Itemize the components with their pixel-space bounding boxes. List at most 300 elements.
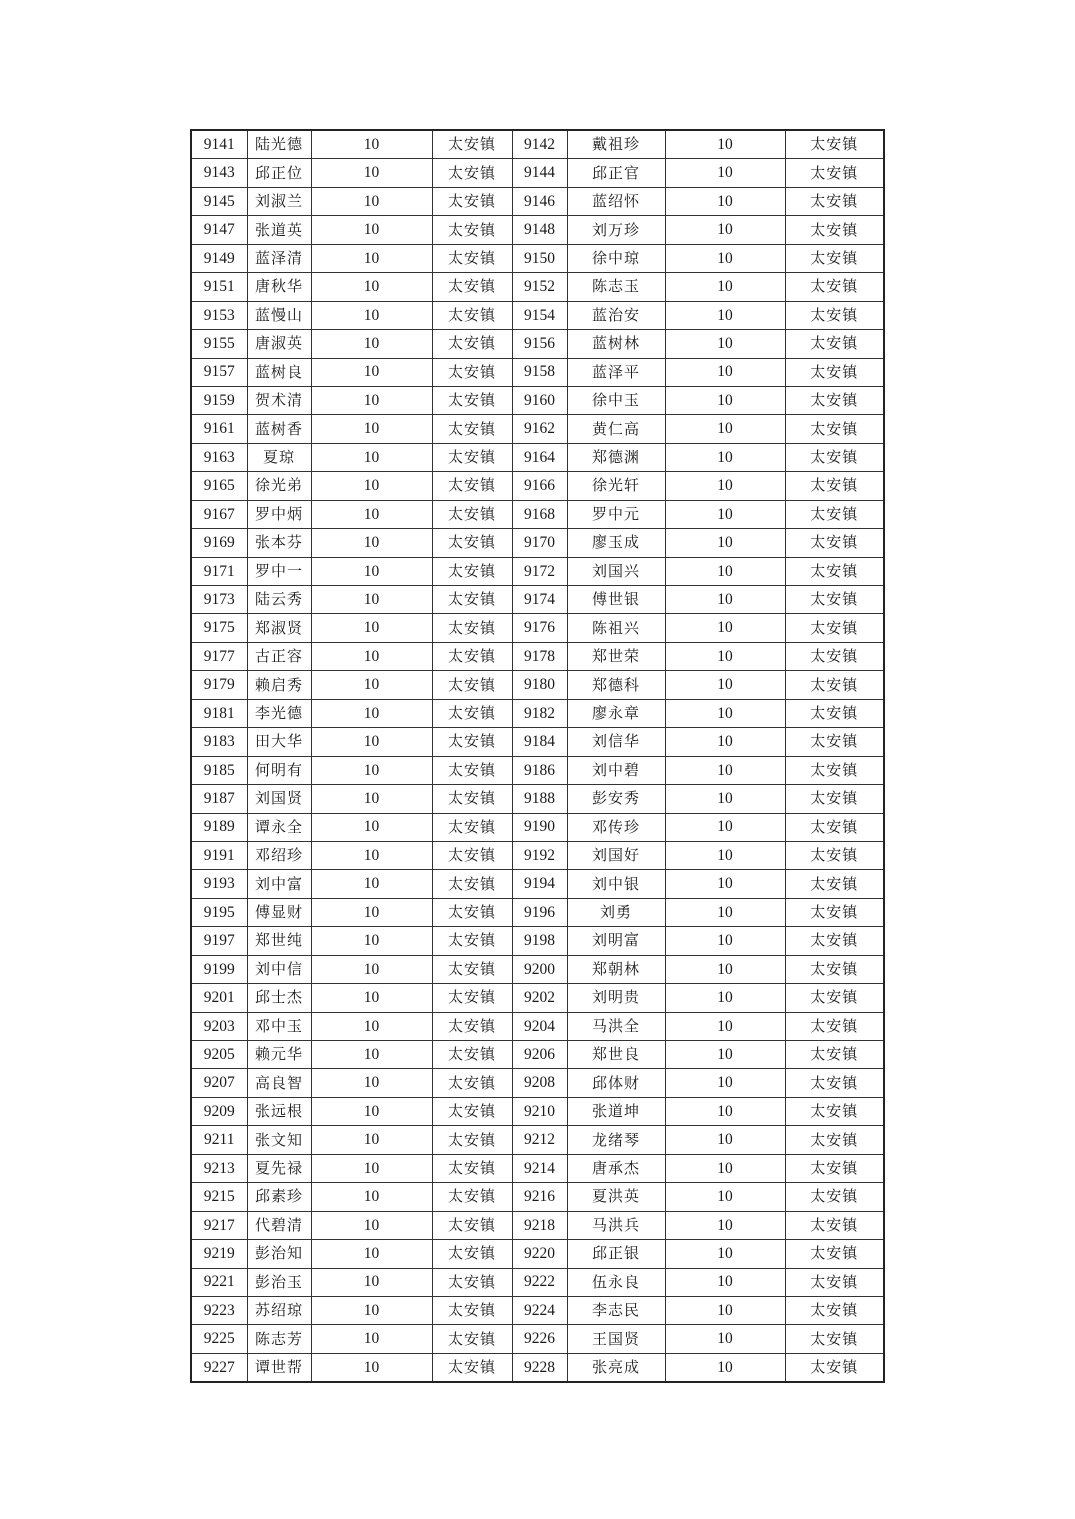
person-name-cell: 刘勇 — [567, 898, 665, 926]
record-id-cell: 9192 — [512, 841, 567, 869]
amount-cell: 10 — [311, 557, 432, 585]
town-cell: 太安镇 — [785, 1097, 884, 1125]
amount-cell: 10 — [665, 1126, 785, 1154]
record-id-cell: 9207 — [191, 1069, 247, 1097]
town-cell: 太安镇 — [785, 500, 884, 528]
amount-cell: 10 — [311, 841, 432, 869]
amount-cell: 10 — [665, 1041, 785, 1069]
amount-cell: 10 — [665, 1325, 785, 1353]
record-id-cell: 9147 — [191, 216, 247, 244]
amount-cell: 10 — [311, 699, 432, 727]
town-cell: 太安镇 — [785, 671, 884, 699]
amount-cell: 10 — [311, 898, 432, 926]
amount-cell: 10 — [311, 586, 432, 614]
person-name-cell: 刘中碧 — [567, 756, 665, 784]
record-id-cell: 9160 — [512, 386, 567, 414]
town-cell: 太安镇 — [432, 529, 512, 557]
amount-cell: 10 — [311, 386, 432, 414]
amount-cell: 10 — [665, 130, 785, 159]
person-name-cell: 谭世帮 — [247, 1353, 311, 1382]
roster-table — [190, 129, 885, 1383]
person-name-cell: 郑世荣 — [567, 642, 665, 670]
town-cell: 太安镇 — [432, 1097, 512, 1125]
town-cell: 太安镇 — [785, 273, 884, 301]
amount-cell: 10 — [665, 472, 785, 500]
person-name-cell: 陈祖兴 — [567, 614, 665, 642]
person-name-cell: 罗中元 — [567, 500, 665, 528]
person-name-cell: 谭永全 — [247, 813, 311, 841]
record-id-cell: 9208 — [512, 1069, 567, 1097]
person-name-cell: 廖玉成 — [567, 529, 665, 557]
record-id-cell: 9209 — [191, 1097, 247, 1125]
town-cell: 太安镇 — [785, 415, 884, 443]
person-name-cell: 高良智 — [247, 1069, 311, 1097]
person-name-cell: 李光德 — [247, 699, 311, 727]
amount-cell: 10 — [665, 1154, 785, 1182]
town-cell: 太安镇 — [785, 898, 884, 926]
amount-cell: 10 — [665, 813, 785, 841]
table-row — [191, 1097, 884, 1125]
town-cell: 太安镇 — [432, 699, 512, 727]
person-name-cell: 伍永良 — [567, 1268, 665, 1296]
person-name-cell: 古正容 — [247, 642, 311, 670]
record-id-cell: 9149 — [191, 244, 247, 272]
town-cell: 太安镇 — [432, 500, 512, 528]
table-row — [191, 557, 884, 585]
person-name-cell: 张文知 — [247, 1126, 311, 1154]
table-row — [191, 1041, 884, 1069]
town-cell: 太安镇 — [432, 557, 512, 585]
amount-cell: 10 — [311, 1154, 432, 1182]
person-name-cell: 刘中富 — [247, 870, 311, 898]
town-cell: 太安镇 — [432, 1126, 512, 1154]
town-cell: 太安镇 — [785, 1268, 884, 1296]
town-cell: 太安镇 — [785, 187, 884, 215]
town-cell: 太安镇 — [785, 1126, 884, 1154]
person-name-cell: 郑淑贤 — [247, 614, 311, 642]
record-id-cell: 9226 — [512, 1325, 567, 1353]
person-name-cell: 马洪全 — [567, 1012, 665, 1040]
record-id-cell: 9142 — [512, 130, 567, 159]
table-row — [191, 841, 884, 869]
record-id-cell: 9227 — [191, 1353, 247, 1382]
town-cell: 太安镇 — [432, 1069, 512, 1097]
amount-cell: 10 — [311, 358, 432, 386]
amount-cell: 10 — [665, 330, 785, 358]
person-name-cell: 郑朝林 — [567, 955, 665, 983]
town-cell: 太安镇 — [432, 984, 512, 1012]
record-id-cell: 9157 — [191, 358, 247, 386]
table-row — [191, 529, 884, 557]
person-name-cell: 彭治玉 — [247, 1268, 311, 1296]
amount-cell: 10 — [311, 614, 432, 642]
person-name-cell: 邱士杰 — [247, 984, 311, 1012]
person-name-cell: 陆云秀 — [247, 586, 311, 614]
amount-cell: 10 — [665, 642, 785, 670]
amount-cell: 10 — [665, 1240, 785, 1268]
town-cell: 太安镇 — [785, 472, 884, 500]
town-cell: 太安镇 — [432, 642, 512, 670]
town-cell: 太安镇 — [785, 984, 884, 1012]
person-name-cell: 蓝树良 — [247, 358, 311, 386]
town-cell: 太安镇 — [432, 1012, 512, 1040]
record-id-cell: 9224 — [512, 1296, 567, 1324]
amount-cell: 10 — [311, 1126, 432, 1154]
person-name-cell: 刘国兴 — [567, 557, 665, 585]
town-cell: 太安镇 — [785, 870, 884, 898]
table-row — [191, 330, 884, 358]
amount-cell: 10 — [665, 500, 785, 528]
person-name-cell: 唐淑英 — [247, 330, 311, 358]
table-row — [191, 1069, 884, 1097]
amount-cell: 10 — [665, 671, 785, 699]
record-id-cell: 9153 — [191, 301, 247, 329]
amount-cell: 10 — [665, 586, 785, 614]
person-name-cell: 张道英 — [247, 216, 311, 244]
record-id-cell: 9219 — [191, 1240, 247, 1268]
amount-cell: 10 — [665, 1268, 785, 1296]
town-cell: 太安镇 — [785, 301, 884, 329]
person-name-cell: 赖启秀 — [247, 671, 311, 699]
record-id-cell: 9168 — [512, 500, 567, 528]
table-row — [191, 187, 884, 215]
person-name-cell: 赖元华 — [247, 1041, 311, 1069]
town-cell: 太安镇 — [432, 728, 512, 756]
table-row — [191, 898, 884, 926]
table-row — [191, 1296, 884, 1324]
table-row — [191, 273, 884, 301]
town-cell: 太安镇 — [785, 1240, 884, 1268]
person-name-cell: 徐中玉 — [567, 386, 665, 414]
amount-cell: 10 — [665, 1296, 785, 1324]
person-name-cell: 田大华 — [247, 728, 311, 756]
table-row — [191, 699, 884, 727]
person-name-cell: 蓝泽清 — [247, 244, 311, 272]
person-name-cell: 刘信华 — [567, 728, 665, 756]
person-name-cell: 彭安秀 — [567, 785, 665, 813]
record-id-cell: 9206 — [512, 1041, 567, 1069]
town-cell: 太安镇 — [785, 586, 884, 614]
person-name-cell: 郑德渊 — [567, 443, 665, 471]
amount-cell: 10 — [311, 1268, 432, 1296]
person-name-cell: 傅显财 — [247, 898, 311, 926]
town-cell: 太安镇 — [432, 614, 512, 642]
table-row — [191, 642, 884, 670]
record-id-cell: 9182 — [512, 699, 567, 727]
town-cell: 太安镇 — [785, 614, 884, 642]
record-id-cell: 9151 — [191, 273, 247, 301]
amount-cell: 10 — [311, 415, 432, 443]
record-id-cell: 9212 — [512, 1126, 567, 1154]
town-cell: 太安镇 — [785, 785, 884, 813]
record-id-cell: 9221 — [191, 1268, 247, 1296]
table-row — [191, 1240, 884, 1268]
person-name-cell: 邱正官 — [567, 159, 665, 187]
record-id-cell: 9143 — [191, 159, 247, 187]
record-id-cell: 9213 — [191, 1154, 247, 1182]
table-row — [191, 927, 884, 955]
table-row — [191, 728, 884, 756]
record-id-cell: 9176 — [512, 614, 567, 642]
person-name-cell: 张远根 — [247, 1097, 311, 1125]
amount-cell: 10 — [311, 756, 432, 784]
amount-cell: 10 — [311, 443, 432, 471]
table-row — [191, 756, 884, 784]
record-id-cell: 9196 — [512, 898, 567, 926]
record-id-cell: 9210 — [512, 1097, 567, 1125]
amount-cell: 10 — [665, 984, 785, 1012]
amount-cell: 10 — [665, 1183, 785, 1211]
town-cell: 太安镇 — [432, 870, 512, 898]
person-name-cell: 李志民 — [567, 1296, 665, 1324]
amount-cell: 10 — [311, 728, 432, 756]
town-cell: 太安镇 — [432, 1240, 512, 1268]
person-name-cell: 马洪兵 — [567, 1211, 665, 1239]
record-id-cell: 9181 — [191, 699, 247, 727]
record-id-cell: 9178 — [512, 642, 567, 670]
person-name-cell: 邓绍珍 — [247, 841, 311, 869]
record-id-cell: 9202 — [512, 984, 567, 1012]
amount-cell: 10 — [311, 1012, 432, 1040]
amount-cell: 10 — [665, 529, 785, 557]
record-id-cell: 9145 — [191, 187, 247, 215]
record-id-cell: 9190 — [512, 813, 567, 841]
amount-cell: 10 — [665, 927, 785, 955]
person-name-cell: 刘中信 — [247, 955, 311, 983]
amount-cell: 10 — [311, 785, 432, 813]
town-cell: 太安镇 — [785, 1069, 884, 1097]
town-cell: 太安镇 — [432, 1154, 512, 1182]
town-cell: 太安镇 — [432, 301, 512, 329]
amount-cell: 10 — [311, 244, 432, 272]
record-id-cell: 9220 — [512, 1240, 567, 1268]
table-row — [191, 130, 884, 159]
roster-table-body — [191, 130, 884, 1382]
amount-cell: 10 — [665, 841, 785, 869]
town-cell: 太安镇 — [432, 927, 512, 955]
person-name-cell: 廖永章 — [567, 699, 665, 727]
record-id-cell: 9188 — [512, 785, 567, 813]
amount-cell: 10 — [311, 472, 432, 500]
amount-cell: 10 — [665, 1353, 785, 1382]
table-row — [191, 671, 884, 699]
record-id-cell: 9175 — [191, 614, 247, 642]
person-name-cell: 龙绪琴 — [567, 1126, 665, 1154]
town-cell: 太安镇 — [432, 1268, 512, 1296]
record-id-cell: 9155 — [191, 330, 247, 358]
town-cell: 太安镇 — [785, 728, 884, 756]
record-id-cell: 9201 — [191, 984, 247, 1012]
record-id-cell: 9161 — [191, 415, 247, 443]
record-id-cell: 9194 — [512, 870, 567, 898]
amount-cell: 10 — [665, 301, 785, 329]
town-cell: 太安镇 — [785, 1211, 884, 1239]
record-id-cell: 9163 — [191, 443, 247, 471]
person-name-cell: 陈志玉 — [567, 273, 665, 301]
record-id-cell: 9187 — [191, 785, 247, 813]
amount-cell: 10 — [311, 130, 432, 159]
table-row — [191, 614, 884, 642]
person-name-cell: 何明有 — [247, 756, 311, 784]
town-cell: 太安镇 — [785, 1041, 884, 1069]
amount-cell: 10 — [311, 1296, 432, 1324]
amount-cell: 10 — [311, 984, 432, 1012]
town-cell: 太安镇 — [432, 358, 512, 386]
amount-cell: 10 — [665, 898, 785, 926]
town-cell: 太安镇 — [432, 1296, 512, 1324]
record-id-cell: 9193 — [191, 870, 247, 898]
amount-cell: 10 — [311, 1325, 432, 1353]
table-row — [191, 1012, 884, 1040]
town-cell: 太安镇 — [785, 1296, 884, 1324]
record-id-cell: 9184 — [512, 728, 567, 756]
record-id-cell: 9146 — [512, 187, 567, 215]
amount-cell: 10 — [311, 671, 432, 699]
town-cell: 太安镇 — [432, 415, 512, 443]
record-id-cell: 9169 — [191, 529, 247, 557]
table-row — [191, 1268, 884, 1296]
record-id-cell: 9186 — [512, 756, 567, 784]
amount-cell: 10 — [311, 1353, 432, 1382]
town-cell: 太安镇 — [432, 756, 512, 784]
amount-cell: 10 — [311, 187, 432, 215]
record-id-cell: 9156 — [512, 330, 567, 358]
person-name-cell: 郑世纯 — [247, 927, 311, 955]
amount-cell: 10 — [665, 1012, 785, 1040]
amount-cell: 10 — [665, 187, 785, 215]
amount-cell: 10 — [311, 330, 432, 358]
amount-cell: 10 — [311, 1069, 432, 1097]
amount-cell: 10 — [665, 159, 785, 187]
record-id-cell: 9195 — [191, 898, 247, 926]
person-name-cell: 邓中玉 — [247, 1012, 311, 1040]
record-id-cell: 9164 — [512, 443, 567, 471]
person-name-cell: 陈志芳 — [247, 1325, 311, 1353]
person-name-cell: 贺术清 — [247, 386, 311, 414]
record-id-cell: 9174 — [512, 586, 567, 614]
person-name-cell: 戴祖珍 — [567, 130, 665, 159]
record-id-cell: 9214 — [512, 1154, 567, 1182]
person-name-cell: 徐中琼 — [567, 244, 665, 272]
record-id-cell: 9228 — [512, 1353, 567, 1382]
town-cell: 太安镇 — [785, 386, 884, 414]
table-row — [191, 870, 884, 898]
amount-cell: 10 — [665, 386, 785, 414]
record-id-cell: 9165 — [191, 472, 247, 500]
town-cell: 太安镇 — [432, 1353, 512, 1382]
amount-cell: 10 — [311, 1041, 432, 1069]
amount-cell: 10 — [311, 955, 432, 983]
town-cell: 太安镇 — [785, 130, 884, 159]
amount-cell: 10 — [665, 756, 785, 784]
record-id-cell: 9183 — [191, 728, 247, 756]
record-id-cell: 9223 — [191, 1296, 247, 1324]
record-id-cell: 9154 — [512, 301, 567, 329]
person-name-cell: 刘明贵 — [567, 984, 665, 1012]
record-id-cell: 9141 — [191, 130, 247, 159]
town-cell: 太安镇 — [785, 1353, 884, 1382]
town-cell: 太安镇 — [432, 216, 512, 244]
person-name-cell: 蓝治安 — [567, 301, 665, 329]
person-name-cell: 彭治知 — [247, 1240, 311, 1268]
amount-cell: 10 — [311, 500, 432, 528]
amount-cell: 10 — [665, 273, 785, 301]
table-row — [191, 1325, 884, 1353]
record-id-cell: 9216 — [512, 1183, 567, 1211]
amount-cell: 10 — [665, 557, 785, 585]
record-id-cell: 9179 — [191, 671, 247, 699]
town-cell: 太安镇 — [432, 187, 512, 215]
town-cell: 太安镇 — [432, 813, 512, 841]
town-cell: 太安镇 — [432, 1325, 512, 1353]
record-id-cell: 9211 — [191, 1126, 247, 1154]
table-row — [191, 244, 884, 272]
amount-cell: 10 — [665, 870, 785, 898]
table-row — [191, 586, 884, 614]
record-id-cell: 9205 — [191, 1041, 247, 1069]
town-cell: 太安镇 — [785, 1012, 884, 1040]
amount-cell: 10 — [311, 870, 432, 898]
table-row — [191, 415, 884, 443]
person-name-cell: 张本芬 — [247, 529, 311, 557]
town-cell: 太安镇 — [785, 216, 884, 244]
amount-cell: 10 — [665, 415, 785, 443]
town-cell: 太安镇 — [432, 273, 512, 301]
person-name-cell: 代碧清 — [247, 1211, 311, 1239]
town-cell: 太安镇 — [432, 386, 512, 414]
record-id-cell: 9150 — [512, 244, 567, 272]
town-cell: 太安镇 — [785, 813, 884, 841]
person-name-cell: 蓝树林 — [567, 330, 665, 358]
record-id-cell: 9180 — [512, 671, 567, 699]
person-name-cell: 郑德科 — [567, 671, 665, 699]
record-id-cell: 9197 — [191, 927, 247, 955]
person-name-cell: 邱正银 — [567, 1240, 665, 1268]
table-row — [191, 1154, 884, 1182]
person-name-cell: 郑世良 — [567, 1041, 665, 1069]
table-row — [191, 785, 884, 813]
record-id-cell: 9170 — [512, 529, 567, 557]
town-cell: 太安镇 — [432, 330, 512, 358]
amount-cell: 10 — [665, 216, 785, 244]
person-name-cell: 夏琼 — [247, 443, 311, 471]
amount-cell: 10 — [311, 1240, 432, 1268]
record-id-cell: 9198 — [512, 927, 567, 955]
record-id-cell: 9166 — [512, 472, 567, 500]
town-cell: 太安镇 — [785, 927, 884, 955]
person-name-cell: 陆光德 — [247, 130, 311, 159]
record-id-cell: 9203 — [191, 1012, 247, 1040]
town-cell: 太安镇 — [432, 130, 512, 159]
person-name-cell: 蓝树香 — [247, 415, 311, 443]
person-name-cell: 刘中银 — [567, 870, 665, 898]
amount-cell: 10 — [311, 216, 432, 244]
amount-cell: 10 — [665, 1097, 785, 1125]
person-name-cell: 徐光弟 — [247, 472, 311, 500]
person-name-cell: 邓传珍 — [567, 813, 665, 841]
amount-cell: 10 — [665, 1069, 785, 1097]
person-name-cell: 唐承杰 — [567, 1154, 665, 1182]
record-id-cell: 9204 — [512, 1012, 567, 1040]
person-name-cell: 刘淑兰 — [247, 187, 311, 215]
town-cell: 太安镇 — [785, 756, 884, 784]
town-cell: 太安镇 — [785, 529, 884, 557]
person-name-cell: 唐秋华 — [247, 273, 311, 301]
amount-cell: 10 — [665, 443, 785, 471]
record-id-cell: 9167 — [191, 500, 247, 528]
record-id-cell: 9148 — [512, 216, 567, 244]
town-cell: 太安镇 — [432, 443, 512, 471]
